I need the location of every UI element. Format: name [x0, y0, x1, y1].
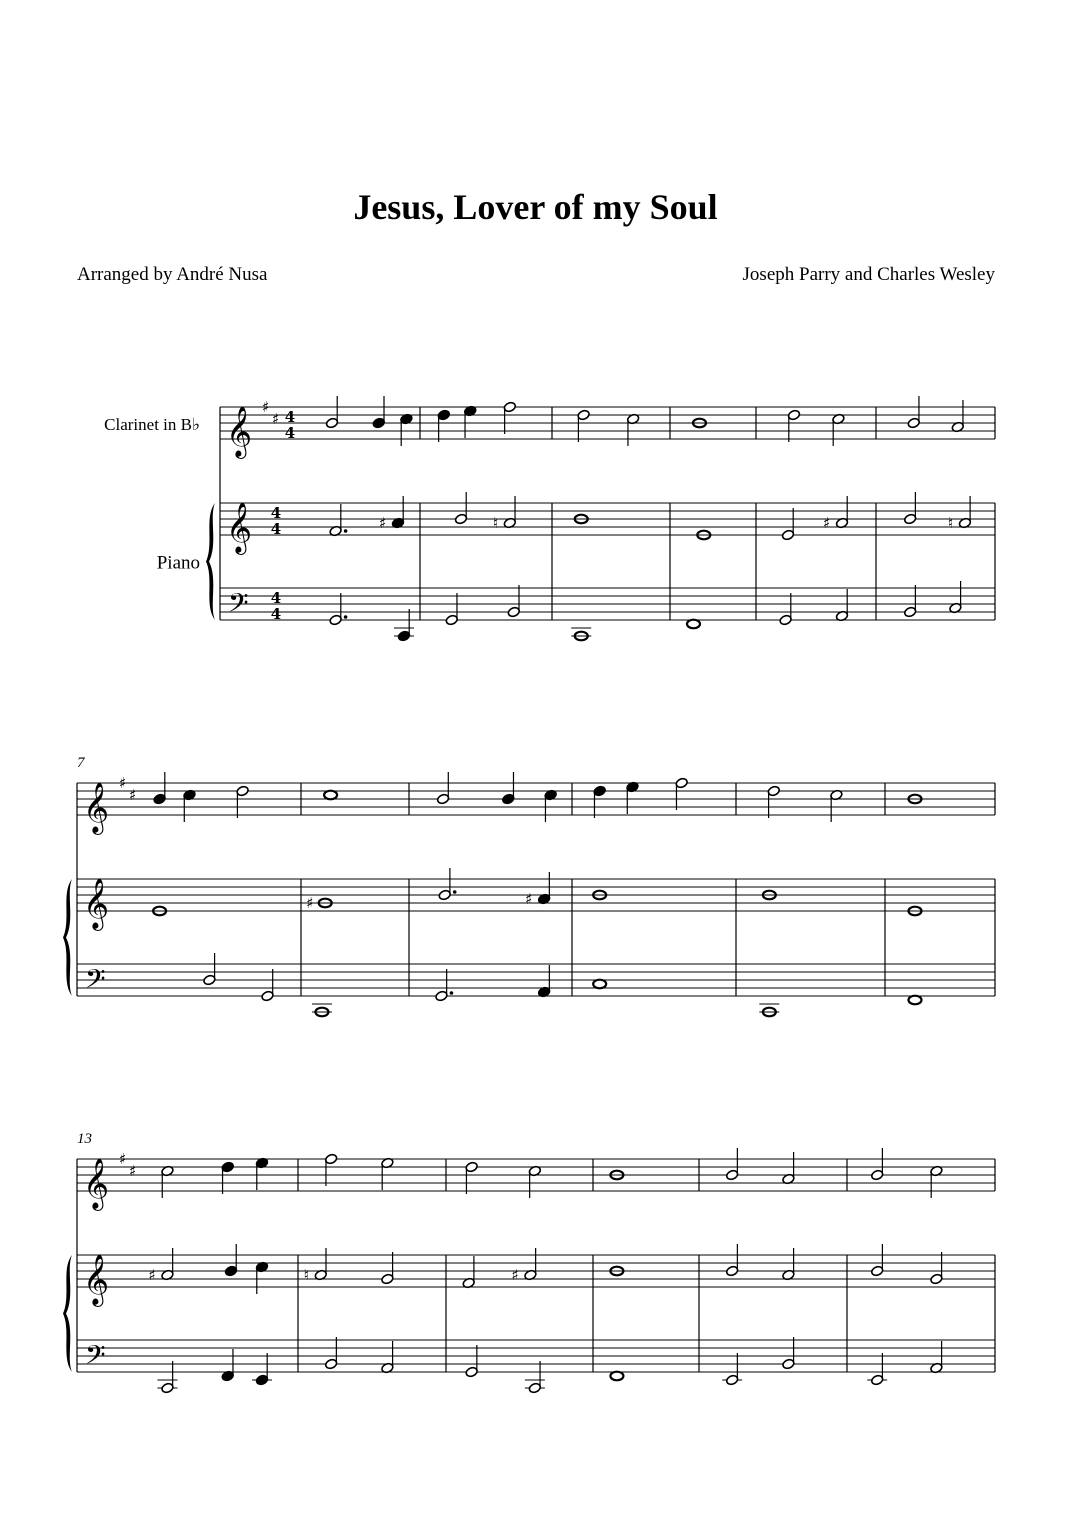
treble-clef-icon: 𝄞 — [83, 1254, 110, 1305]
augmentation-dot — [344, 615, 348, 619]
bass-clef-icon: 𝄢 — [85, 1339, 106, 1377]
whole-note — [593, 980, 606, 989]
instrument-label-clarinet: Clarinet in B♭ — [104, 415, 200, 434]
natural-icon: ♮ — [303, 1266, 310, 1284]
sharp-icon: ♯ — [306, 894, 314, 912]
time-signature-top: 4 — [270, 504, 282, 522]
treble-clef-icon: 𝄞 — [83, 782, 110, 833]
sharp-icon: ♯ — [119, 1150, 127, 1168]
whole-note — [687, 620, 700, 629]
measure-number: 13 — [77, 1131, 92, 1147]
arranger-credit: Arranged by André Nusa — [77, 264, 268, 285]
whole-note — [909, 996, 922, 1005]
measure-number: 7 — [77, 755, 85, 771]
piano-brace — [206, 503, 215, 620]
sharp-icon: ♯ — [525, 890, 533, 908]
bass-clef-icon: 𝄢 — [85, 963, 106, 1001]
time-signature-bottom: 4 — [270, 520, 282, 538]
treble-clef-icon: 𝄞 — [226, 502, 253, 553]
sharp-icon: ♯ — [148, 1266, 156, 1284]
sharp-icon: ♯ — [262, 398, 270, 416]
augmentation-dot — [450, 991, 454, 995]
composer-credit: Joseph Parry and Charles Wesley — [742, 264, 995, 285]
treble-clef-icon: 𝄞 — [226, 406, 253, 457]
bass-clef-icon: 𝄢 — [228, 587, 249, 625]
time-signature-bottom: 4 — [270, 605, 282, 623]
whole-note — [324, 791, 337, 800]
sharp-icon: ♯ — [272, 410, 280, 428]
piano-brace — [63, 1255, 72, 1372]
score-title: Jesus, Lover of my Soul — [353, 187, 718, 227]
treble-clef-icon: 𝄞 — [83, 878, 110, 929]
natural-icon: ♮ — [492, 514, 499, 532]
sharp-icon: ♯ — [129, 1162, 137, 1180]
sharp-icon: ♯ — [119, 774, 127, 792]
instrument-label-piano: Piano — [156, 552, 200, 574]
sharp-icon: ♯ — [129, 786, 137, 804]
time-signature-top: 4 — [284, 408, 296, 426]
sharp-icon: ♯ — [823, 514, 831, 532]
sharp-icon: ♯ — [379, 514, 387, 532]
whole-note — [610, 1372, 623, 1381]
augmentation-dot — [344, 529, 348, 533]
treble-clef-icon: 𝄞 — [83, 1158, 110, 1209]
piano-brace — [63, 879, 72, 996]
time-signature-bottom: 4 — [284, 424, 296, 442]
time-signature-top: 4 — [270, 589, 282, 607]
sharp-icon: ♯ — [511, 1266, 519, 1284]
natural-icon: ♮ — [947, 514, 954, 532]
augmentation-dot — [453, 890, 457, 894]
